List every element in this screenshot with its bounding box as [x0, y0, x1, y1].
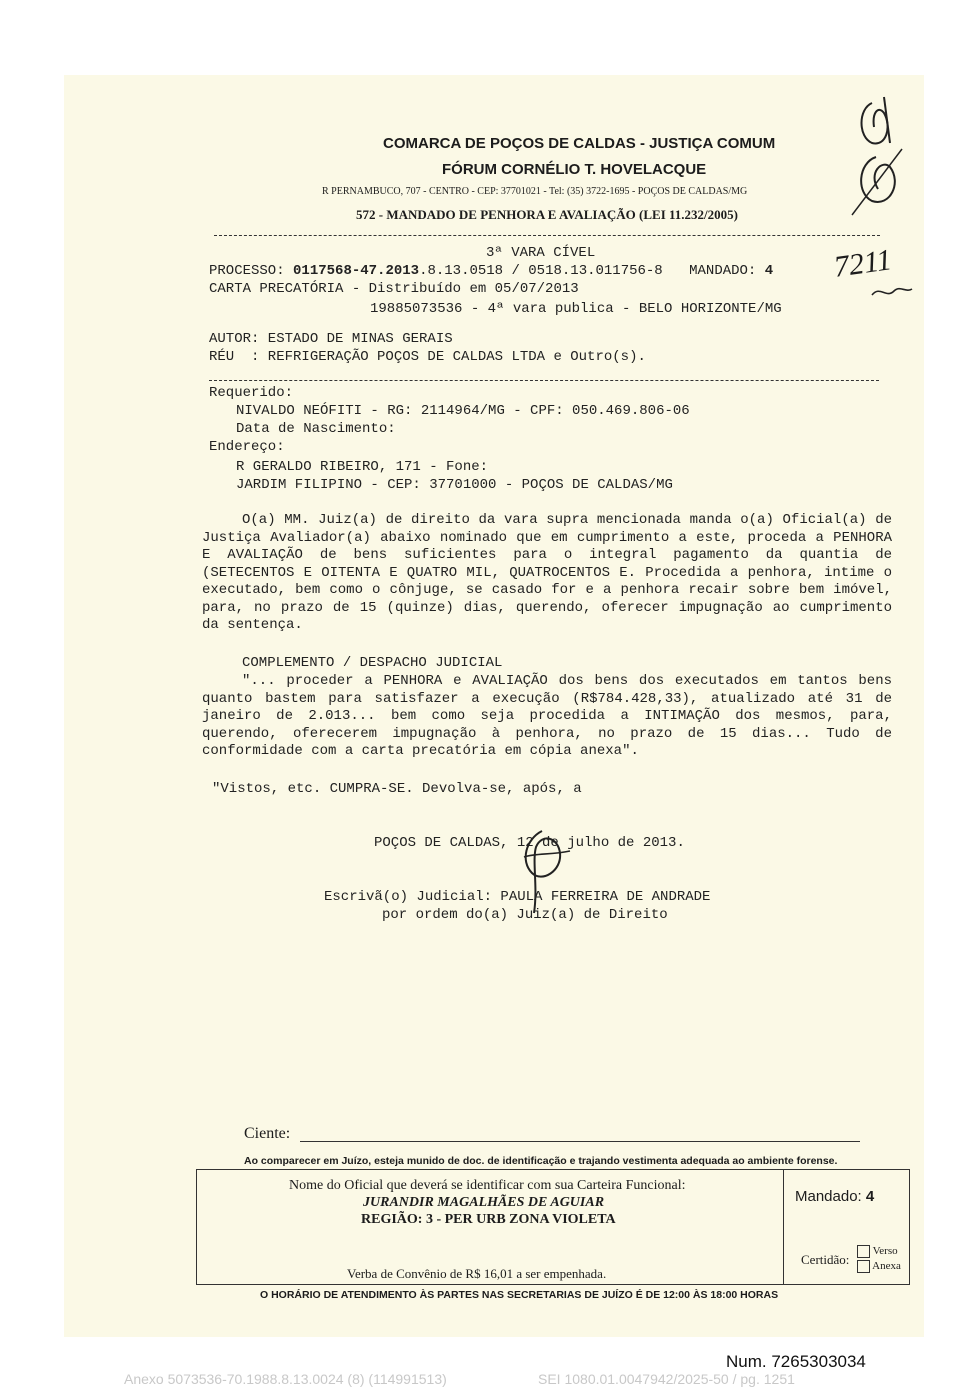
court-name: COMARCA DE POÇOS DE CALDAS - JUSTIÇA COMUM [383, 135, 776, 152]
margin-tick [870, 281, 914, 301]
footer-mandado-label: Mandado: [795, 1188, 862, 1205]
mandado-label: MANDADO: [689, 263, 757, 279]
requerido-label: Requerido: [209, 385, 294, 401]
reu: RÉU : REFRIGERAÇÃO POÇOS DE CALDAS LTDA e Outro(s). [209, 349, 646, 365]
vistos: "Vistos, etc. CUMPRA-SE. Devolva-se, após, a [212, 781, 582, 797]
document-number: Num. 7265303034 [726, 1352, 866, 1371]
annex-reference: Anexo 5073536-70.1988.8.13.0024 (8) (114991513) [124, 1371, 447, 1387]
complement-paragraph: "... proceder a PENHORA e AVALIAÇÃO dos bens dos executados em tantos bens quanto bastem para satisfazer a execução (R$784.428,33), atualizado até 31 de janeiro de 2.013... bem como seja procedida a INTIMAÇÃO dos mesmos, para, querendo, oferecerem impugnação à penhora, no prazo de 15 dias... Tudo de conformidade com a carta precatória em cópia anexa". [202, 673, 892, 759]
sei-reference: SEI 1080.01.0047942/2025-50 / pg. 1251 [538, 1371, 795, 1387]
footer-mandado-number: 4 [865, 1188, 875, 1205]
clerk-signature [512, 827, 582, 917]
mandado-box [795, 1188, 874, 1205]
certidao-options [857, 1244, 901, 1274]
ciente-signature-line [300, 1141, 860, 1142]
order-paragraph: O(a) MM. Juiz(a) de direito da vara supra mencionada manda o(a) Oficial(a) de Justiça Avaliador(a) abaixo nominado que em cumprimento a este, proceda a PENHORA E AVALIAÇÃO de bens suficientes para o integral pagamento da quantia de (SETECENTOS E OITENTA E QUATRO MIL, QUATROCENTOS E. Procedida a penhora, intime o executado, bem como o cônjuge, se casado for e a penhora recair sobre bem imóvel, para, no prazo de 15 (quinze) dias, querendo, oferecer impugnação ao cumprimento da sentença. [202, 512, 892, 633]
verso-label: Verso [872, 1245, 898, 1257]
requerido-name: NIVALDO NEÓFITI - RG: 2114964/MG - CPF: 050.469.806-06 [236, 403, 690, 419]
mandado-number: 4 [764, 263, 774, 279]
autor: AUTOR: ESTADO DE MINAS GERAIS [209, 331, 453, 347]
address-line-1: R GERALDO RIBEIRO, 171 - Fone: [236, 459, 489, 475]
officer-box [196, 1169, 910, 1285]
processo-line [209, 263, 773, 279]
order-of-judge: por ordem do(a) Juiz(a) de Direito [382, 907, 668, 923]
place-date: POÇOS DE CALDAS, 12 de julho de 2013. [374, 835, 685, 851]
certidao-anexa [857, 1259, 901, 1274]
carta-precatoria: CARTA PRECATÓRIA - Distribuído em 05/07/2013 [209, 281, 579, 297]
address-line-2: JARDIM FILIPINO - CEP: 37701000 - POÇOS DE CALDAS/MG [236, 477, 673, 493]
processo-label: PROCESSO: [209, 263, 285, 279]
vara: 3ª VARA CÍVEL [486, 245, 596, 261]
scanned-page [64, 75, 924, 1337]
complement-label: COMPLEMENTO / DESPACHO JUDICIAL [242, 655, 503, 671]
officer-box-divider [783, 1170, 784, 1284]
ciente-label: Ciente: [244, 1125, 291, 1142]
court-address: R PERNAMBUCO, 707 - CENTRO - CEP: 37701021 - Tel: (35) 3722-1695 - POÇOS DE CALDAS/MG [322, 186, 748, 197]
origem: 19885073536 - 4ª vara publica - BELO HORIZONTE/MG [370, 301, 782, 317]
handwritten-initials [832, 93, 912, 223]
address-label: Endereço: [209, 439, 285, 455]
verba: Verba de Convênio de R$ 16,01 a ser empenhada. [347, 1266, 607, 1281]
case-divider [209, 380, 879, 381]
certidao-verso [857, 1244, 901, 1259]
certidao-label: Certidão: [801, 1252, 850, 1267]
anexa-label: Anexa [872, 1260, 901, 1272]
birth-date: Data de Nascimento: [236, 421, 396, 437]
margin-note: 7211 [831, 243, 894, 284]
processo-suffix: .8.13.0518 / 0518.13.011756-8 [419, 263, 663, 279]
anexa-checkbox[interactable] [857, 1260, 870, 1273]
verso-checkbox[interactable] [857, 1245, 870, 1258]
officer-name: JURANDIR MAGALHÃES DE AGUIAR [363, 1195, 605, 1210]
officer-region: REGIÃO: 3 - PER URB ZONA VIOLETA [361, 1212, 616, 1227]
forum-name: FÓRUM CORNÉLIO T. HOVELACQUE [442, 161, 707, 178]
processo-number: 0117568-47.2013 [293, 263, 420, 279]
ciente-note: Ao comparecer em Juízo, esteja munido de doc. de identificação e trajando vestimenta adequada ao ambiente forense. [244, 1155, 838, 1167]
officer-intro: Nome do Oficial que deverá se identificar com sua Carteira Funcional: [289, 1178, 686, 1193]
document-title: 572 - MANDADO DE PENHORA E AVALIAÇÃO (LEI 11.232/2005) [356, 207, 738, 222]
office-hours: O HORÁRIO DE ATENDIMENTO ÀS PARTES NAS SECRETARIAS DE JUÍZO É DE 12:00 ÀS 18:00 HORAS [260, 1289, 779, 1301]
clerk-name: Escrivã(o) Judicial: PAULA FERREIRA DE ANDRADE [324, 889, 711, 905]
header-divider [214, 235, 880, 236]
